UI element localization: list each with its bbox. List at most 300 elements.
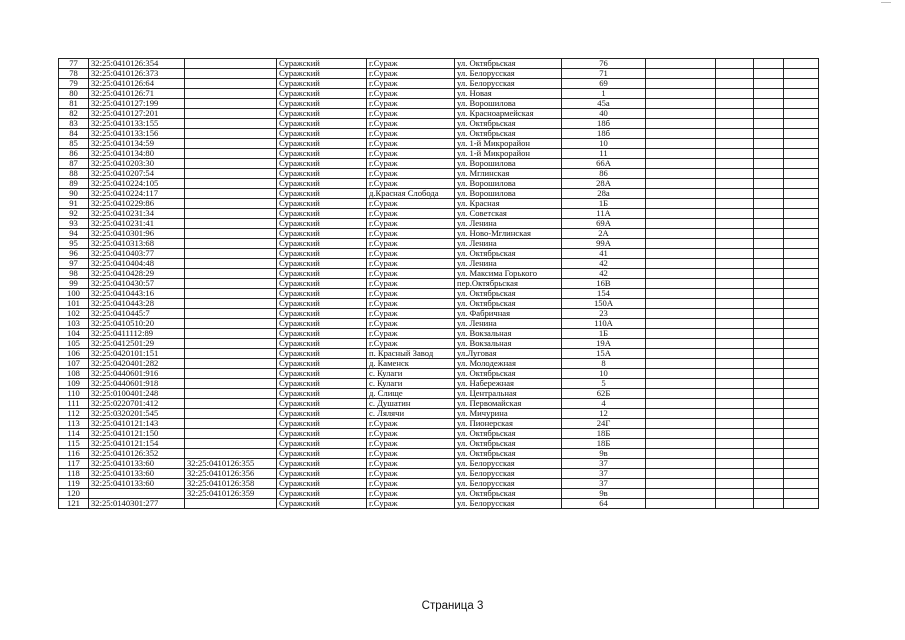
street-cell: ул. Красноармейская (455, 109, 562, 119)
street-cell: ул. Белорусская (455, 79, 562, 89)
district-cell: Суражский (277, 189, 367, 199)
extra-cadastral-number-cell (185, 279, 277, 289)
street-cell: ул. Октябрьская (455, 59, 562, 69)
table-row (59, 399, 819, 409)
table-row (59, 69, 819, 79)
empty-cell (754, 209, 784, 219)
street-cell: ул. Ленина (455, 219, 562, 229)
table-row (59, 499, 819, 509)
row-number-cell: 95 (59, 239, 89, 249)
house-number-cell: 45а (562, 99, 646, 109)
empty-cell (716, 229, 754, 239)
empty-cell (754, 389, 784, 399)
locality-cell: г.Сураж (367, 269, 455, 279)
house-number-cell: 10 (562, 369, 646, 379)
locality-cell: г.Сураж (367, 469, 455, 479)
empty-cell (646, 349, 716, 359)
district-cell: Суражский (277, 439, 367, 449)
empty-cell (784, 369, 819, 379)
cadastral-number-cell: 32:25:0410121:154 (89, 439, 185, 449)
empty-cell (754, 439, 784, 449)
locality-cell: г.Сураж (367, 309, 455, 319)
empty-cell (754, 239, 784, 249)
district-cell: Суражский (277, 479, 367, 489)
house-number-cell: 150А (562, 299, 646, 309)
empty-cell (784, 189, 819, 199)
empty-cell (716, 339, 754, 349)
table-row (59, 279, 819, 289)
house-number-cell: 28А (562, 179, 646, 189)
table-row (59, 109, 819, 119)
table-row (59, 419, 819, 429)
district-cell: Суражский (277, 149, 367, 159)
extra-cadastral-number-cell (185, 59, 277, 69)
cadastral-number-cell: 32:25:0220701:412 (89, 399, 185, 409)
empty-cell (784, 129, 819, 139)
empty-cell (646, 479, 716, 489)
empty-cell (754, 69, 784, 79)
table-row (59, 129, 819, 139)
row-number-cell: 108 (59, 369, 89, 379)
empty-cell (646, 459, 716, 469)
empty-cell (754, 309, 784, 319)
cadastral-number-cell: 32:25:0410231:41 (89, 219, 185, 229)
empty-cell (716, 489, 754, 499)
empty-cell (754, 229, 784, 239)
empty-cell (784, 199, 819, 209)
row-number-cell: 97 (59, 259, 89, 269)
empty-cell (646, 359, 716, 369)
locality-cell: г.Сураж (367, 419, 455, 429)
empty-cell (784, 249, 819, 259)
empty-cell (646, 189, 716, 199)
house-number-cell: 71 (562, 69, 646, 79)
house-number-cell: 18б (562, 119, 646, 129)
empty-cell (754, 349, 784, 359)
locality-cell: г.Сураж (367, 259, 455, 269)
empty-cell (646, 429, 716, 439)
empty-cell (716, 259, 754, 269)
empty-cell (646, 79, 716, 89)
cadastral-number-cell: 32:25:0410203:30 (89, 159, 185, 169)
empty-cell (716, 289, 754, 299)
corner-mark (881, 2, 891, 3)
empty-cell (754, 399, 784, 409)
table-body (59, 59, 819, 509)
row-number-cell: 100 (59, 289, 89, 299)
cadastral-number-cell: 32:25:0410126:64 (89, 79, 185, 89)
house-number-cell: 8 (562, 359, 646, 369)
empty-cell (754, 59, 784, 69)
empty-cell (754, 329, 784, 339)
house-number-cell: 24Г (562, 419, 646, 429)
row-number-cell: 101 (59, 299, 89, 309)
empty-cell (716, 459, 754, 469)
locality-cell: г.Сураж (367, 59, 455, 69)
empty-cell (716, 449, 754, 459)
empty-cell (784, 499, 819, 509)
locality-cell: с. Кулаги (367, 379, 455, 389)
district-cell: Суражский (277, 109, 367, 119)
cadastral-number-cell: 32:25:0410126:373 (89, 69, 185, 79)
extra-cadastral-number-cell (185, 239, 277, 249)
empty-cell (646, 389, 716, 399)
empty-cell (784, 139, 819, 149)
locality-cell: г.Сураж (367, 129, 455, 139)
cadastral-number-cell: 32:25:0410313:68 (89, 239, 185, 249)
empty-cell (754, 289, 784, 299)
street-cell: ул. Мичурина (455, 409, 562, 419)
empty-cell (784, 449, 819, 459)
table-row (59, 349, 819, 359)
empty-cell (716, 189, 754, 199)
extra-cadastral-number-cell (185, 69, 277, 79)
street-cell: ул. Первомайская (455, 399, 562, 409)
house-number-cell: 9в (562, 449, 646, 459)
cadastral-number-cell: 32:25:0410126:71 (89, 89, 185, 99)
cadastral-number-cell: 32:25:0410231:34 (89, 209, 185, 219)
empty-cell (646, 289, 716, 299)
table-row (59, 479, 819, 489)
empty-cell (754, 219, 784, 229)
empty-cell (646, 379, 716, 389)
row-number-cell: 111 (59, 399, 89, 409)
table-row (59, 159, 819, 169)
empty-cell (784, 99, 819, 109)
row-number-cell: 114 (59, 429, 89, 439)
extra-cadastral-number-cell (185, 229, 277, 239)
empty-cell (646, 89, 716, 99)
cadastral-number-cell: 32:25:0440601:916 (89, 369, 185, 379)
district-cell: Суражский (277, 259, 367, 269)
empty-cell (716, 69, 754, 79)
locality-cell: г.Сураж (367, 249, 455, 259)
street-cell: ул. Ново-Мглинская (455, 229, 562, 239)
district-cell: Суражский (277, 99, 367, 109)
street-cell: ул. Пионерская (455, 419, 562, 429)
house-number-cell: 62Б (562, 389, 646, 399)
row-number-cell: 92 (59, 209, 89, 219)
locality-cell: г.Сураж (367, 439, 455, 449)
cadastral-number-cell: 32:25:0440601:918 (89, 379, 185, 389)
extra-cadastral-number-cell (185, 79, 277, 89)
empty-cell (754, 109, 784, 119)
house-number-cell: 154 (562, 289, 646, 299)
empty-cell (754, 449, 784, 459)
street-cell: ул. Октябрьская (455, 299, 562, 309)
district-cell: Суражский (277, 459, 367, 469)
locality-cell: г.Сураж (367, 499, 455, 509)
empty-cell (646, 99, 716, 109)
district-cell: Суражский (277, 119, 367, 129)
row-number-cell: 98 (59, 269, 89, 279)
table-row (59, 79, 819, 89)
row-number-cell: 90 (59, 189, 89, 199)
empty-cell (716, 169, 754, 179)
empty-cell (716, 109, 754, 119)
district-cell: Суражский (277, 159, 367, 169)
locality-cell: г.Сураж (367, 109, 455, 119)
street-cell: ул. Мглинская (455, 169, 562, 179)
cadastral-number-cell: 32:25:0420401:282 (89, 359, 185, 369)
cadastral-number-cell: 32:25:0410443:16 (89, 289, 185, 299)
locality-cell: г.Сураж (367, 279, 455, 289)
empty-cell (716, 279, 754, 289)
empty-cell (646, 329, 716, 339)
locality-cell: г.Сураж (367, 99, 455, 109)
street-cell: ул. Белорусская (455, 459, 562, 469)
house-number-cell: 12 (562, 409, 646, 419)
locality-cell: г.Сураж (367, 209, 455, 219)
row-number-cell: 112 (59, 409, 89, 419)
table-row (59, 459, 819, 469)
district-cell: Суражский (277, 489, 367, 499)
house-number-cell: 64 (562, 499, 646, 509)
extra-cadastral-number-cell (185, 359, 277, 369)
row-number-cell: 116 (59, 449, 89, 459)
empty-cell (646, 239, 716, 249)
street-cell: ул. 1-й Микрорайон (455, 139, 562, 149)
street-cell: ул. Фабричная (455, 309, 562, 319)
cadastral-number-cell: 32:25:0410126:354 (89, 59, 185, 69)
table-row (59, 219, 819, 229)
extra-cadastral-number-cell (185, 139, 277, 149)
empty-cell (784, 179, 819, 189)
row-number-cell: 110 (59, 389, 89, 399)
empty-cell (754, 299, 784, 309)
house-number-cell: 37 (562, 469, 646, 479)
district-cell: Суражский (277, 429, 367, 439)
page-footer: Страница 3 (421, 600, 484, 612)
extra-cadastral-number-cell (185, 449, 277, 459)
street-cell: ул. Октябрьская (455, 489, 562, 499)
empty-cell (646, 399, 716, 409)
locality-cell: с. Кулаги (367, 369, 455, 379)
street-cell: ул. Ленина (455, 259, 562, 269)
empty-cell (716, 409, 754, 419)
row-number-cell: 88 (59, 169, 89, 179)
empty-cell (754, 419, 784, 429)
house-number-cell: 66А (562, 159, 646, 169)
table-row (59, 99, 819, 109)
empty-cell (716, 479, 754, 489)
empty-cell (784, 269, 819, 279)
table-row (59, 59, 819, 69)
cadastral-number-cell: 32:25:0410134:59 (89, 139, 185, 149)
empty-cell (646, 439, 716, 449)
row-number-cell: 119 (59, 479, 89, 489)
row-number-cell: 86 (59, 149, 89, 159)
empty-cell (784, 469, 819, 479)
row-number-cell: 106 (59, 349, 89, 359)
empty-cell (784, 479, 819, 489)
house-number-cell: 99А (562, 239, 646, 249)
extra-cadastral-number-cell (185, 119, 277, 129)
row-number-cell: 115 (59, 439, 89, 449)
empty-cell (784, 109, 819, 119)
cadastral-number-cell (89, 489, 185, 499)
locality-cell: г.Сураж (367, 489, 455, 499)
row-number-cell: 91 (59, 199, 89, 209)
empty-cell (646, 169, 716, 179)
house-number-cell: 18Б (562, 439, 646, 449)
street-cell: ул. Октябрьская (455, 449, 562, 459)
house-number-cell: 76 (562, 59, 646, 69)
house-number-cell: 23 (562, 309, 646, 319)
street-cell: ул. Новая (455, 89, 562, 99)
locality-cell: г.Сураж (367, 329, 455, 339)
street-cell: ул. Ворошилова (455, 99, 562, 109)
cadastral-number-cell: 32:25:0410133:60 (89, 479, 185, 489)
street-cell: ул. Октябрьская (455, 249, 562, 259)
empty-cell (646, 69, 716, 79)
table-row (59, 369, 819, 379)
empty-cell (754, 199, 784, 209)
cadastral-number-cell: 32:25:0320201:545 (89, 409, 185, 419)
extra-cadastral-number-cell (185, 89, 277, 99)
extra-cadastral-number-cell (185, 329, 277, 339)
table-row (59, 449, 819, 459)
empty-cell (754, 129, 784, 139)
empty-cell (716, 419, 754, 429)
row-number-cell: 104 (59, 329, 89, 339)
extra-cadastral-number-cell (185, 249, 277, 259)
district-cell: Суражский (277, 309, 367, 319)
house-number-cell: 19А (562, 339, 646, 349)
cadastral-number-cell: 32:25:0420101:151 (89, 349, 185, 359)
row-number-cell: 99 (59, 279, 89, 289)
house-number-cell: 1Б (562, 329, 646, 339)
row-number-cell: 107 (59, 359, 89, 369)
district-cell: Суражский (277, 79, 367, 89)
locality-cell: г.Сураж (367, 89, 455, 99)
house-number-cell: 11 (562, 149, 646, 159)
district-cell: Суражский (277, 249, 367, 259)
table-row (59, 149, 819, 159)
table-row (59, 339, 819, 349)
extra-cadastral-number-cell (185, 179, 277, 189)
empty-cell (716, 349, 754, 359)
district-cell: Суражский (277, 349, 367, 359)
empty-cell (784, 309, 819, 319)
extra-cadastral-number-cell (185, 219, 277, 229)
empty-cell (646, 339, 716, 349)
empty-cell (646, 269, 716, 279)
empty-cell (716, 179, 754, 189)
table-row (59, 189, 819, 199)
row-number-cell: 81 (59, 99, 89, 109)
empty-cell (754, 89, 784, 99)
empty-cell (784, 389, 819, 399)
cadastral-number-cell: 32:25:0410121:150 (89, 429, 185, 439)
extra-cadastral-number-cell (185, 339, 277, 349)
empty-cell (784, 229, 819, 239)
cadastral-number-cell: 32:25:0410207:54 (89, 169, 185, 179)
extra-cadastral-number-cell (185, 159, 277, 169)
cadastral-number-cell: 32:25:0410133:60 (89, 469, 185, 479)
district-cell: Суражский (277, 69, 367, 79)
district-cell: Суражский (277, 239, 367, 249)
empty-cell (784, 489, 819, 499)
cadastral-number-cell: 32:25:0410443:28 (89, 299, 185, 309)
street-cell: ул. Октябрьская (455, 119, 562, 129)
row-number-cell: 79 (59, 79, 89, 89)
empty-cell (646, 209, 716, 219)
cadastral-number-cell: 32:25:0410224:105 (89, 179, 185, 189)
table-row (59, 309, 819, 319)
cadastral-number-cell: 32:25:0410133:155 (89, 119, 185, 129)
table-row (59, 329, 819, 339)
empty-cell (646, 149, 716, 159)
cadastral-number-cell: 32:25:0410404:48 (89, 259, 185, 269)
house-number-cell: 4 (562, 399, 646, 409)
row-number-cell: 103 (59, 319, 89, 329)
locality-cell: г.Сураж (367, 149, 455, 159)
house-number-cell: 5 (562, 379, 646, 389)
empty-cell (716, 59, 754, 69)
empty-cell (754, 369, 784, 379)
row-number-cell: 121 (59, 499, 89, 509)
empty-cell (784, 259, 819, 269)
empty-cell (754, 99, 784, 109)
house-number-cell: 41 (562, 249, 646, 259)
extra-cadastral-number-cell: 32:25:0410126:358 (185, 479, 277, 489)
district-cell: Суражский (277, 289, 367, 299)
cadastral-number-cell: 32:25:0410510:20 (89, 319, 185, 329)
empty-cell (754, 139, 784, 149)
locality-cell: д. Каменск (367, 359, 455, 369)
street-cell: ул. Белорусская (455, 479, 562, 489)
empty-cell (784, 169, 819, 179)
locality-cell: д.Красная Слобода (367, 189, 455, 199)
house-number-cell: 110А (562, 319, 646, 329)
empty-cell (784, 149, 819, 159)
table-row (59, 389, 819, 399)
empty-cell (784, 409, 819, 419)
extra-cadastral-number-cell (185, 349, 277, 359)
street-cell: ул. Октябрьская (455, 439, 562, 449)
empty-cell (716, 469, 754, 479)
district-cell: Суражский (277, 139, 367, 149)
house-number-cell: 9в (562, 489, 646, 499)
locality-cell: г.Сураж (367, 449, 455, 459)
house-number-cell: 18б (562, 129, 646, 139)
empty-cell (784, 69, 819, 79)
district-cell: Суражский (277, 229, 367, 239)
house-number-cell: 1 (562, 89, 646, 99)
extra-cadastral-number-cell (185, 499, 277, 509)
district-cell: Суражский (277, 179, 367, 189)
cadastral-number-cell: 32:25:0410121:143 (89, 419, 185, 429)
street-cell: ул. Октябрьская (455, 129, 562, 139)
row-number-cell: 113 (59, 419, 89, 429)
empty-cell (784, 219, 819, 229)
empty-cell (716, 99, 754, 109)
cadastral-number-cell: 32:25:0412501:29 (89, 339, 185, 349)
row-number-cell: 93 (59, 219, 89, 229)
row-number-cell: 105 (59, 339, 89, 349)
extra-cadastral-number-cell (185, 319, 277, 329)
table-row (59, 289, 819, 299)
cadastral-number-cell: 32:25:0410403:77 (89, 249, 185, 259)
street-cell: ул. Ворошилова (455, 189, 562, 199)
cadastral-number-cell: 32:25:0100401:248 (89, 389, 185, 399)
street-cell: ул. Красная (455, 199, 562, 209)
table-row (59, 199, 819, 209)
street-cell: ул. Белорусская (455, 499, 562, 509)
street-cell: ул. Ворошилова (455, 179, 562, 189)
empty-cell (646, 159, 716, 169)
